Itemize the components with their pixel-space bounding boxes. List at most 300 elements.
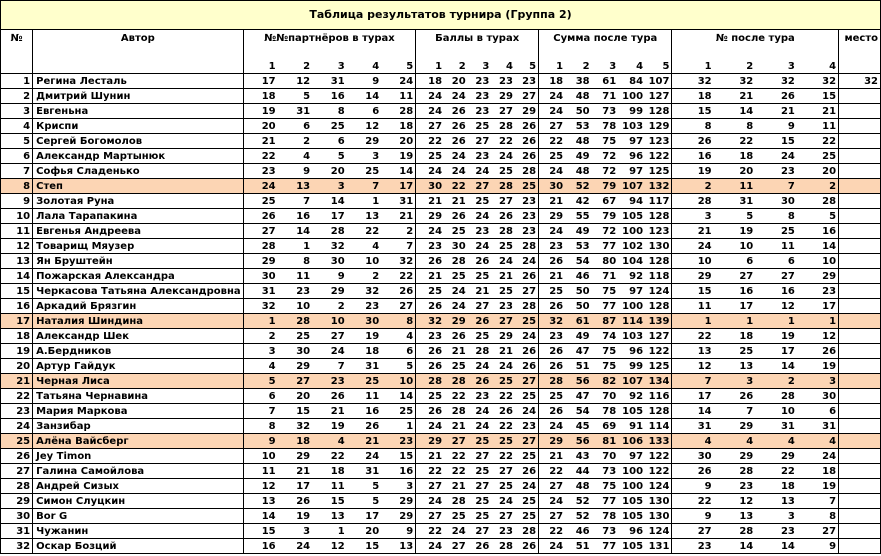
points-cell: 26 [491, 403, 515, 418]
sum-cell: 80 [592, 253, 619, 268]
points-cell: 27 [468, 133, 492, 148]
position-cell: 1 [797, 313, 839, 328]
position-cell: 6 [755, 253, 797, 268]
partner-cell: 2 [278, 133, 313, 148]
position-cell: 25 [714, 343, 756, 358]
partner-cell: 3 [312, 178, 347, 193]
points-cell: 28 [491, 223, 515, 238]
sum-cell: 23 [539, 238, 566, 253]
sum-cell: 71 [592, 88, 619, 103]
partner-cell: 29 [381, 508, 416, 523]
row-number: 5 [1, 133, 33, 148]
partner-cell: 29 [347, 133, 382, 148]
partner-cell: 18 [381, 118, 416, 133]
sum-cell: 75 [592, 478, 619, 493]
position-cell: 21 [672, 223, 714, 238]
partner-cell: 5 [312, 148, 347, 163]
subheader-partner-tour: 5 [381, 58, 416, 73]
position-cell: 23 [672, 538, 714, 553]
position-cell: 17 [797, 298, 839, 313]
position-cell: 31 [755, 418, 797, 433]
position-cell: 26 [797, 343, 839, 358]
sum-cell: 124 [645, 283, 672, 298]
points-cell: 27 [468, 448, 492, 463]
position-cell: 13 [714, 358, 756, 373]
position-cell: 18 [672, 88, 714, 103]
partner-cell: 8 [278, 253, 313, 268]
author-name: Евгенья Андреева [33, 223, 243, 238]
sum-cell: 47 [565, 343, 592, 358]
partner-cell: 2 [381, 223, 416, 238]
sum-cell: 124 [645, 523, 672, 538]
sum-cell: 54 [565, 253, 592, 268]
sum-cell: 125 [645, 163, 672, 178]
partner-cell: 24 [312, 343, 347, 358]
row-number: 23 [1, 403, 33, 418]
points-cell: 23 [515, 208, 539, 223]
partner-cell: 29 [278, 448, 313, 463]
partner-cell: 22 [381, 268, 416, 283]
sum-cell: 100 [618, 463, 645, 478]
row-number: 19 [1, 343, 33, 358]
position-cell: 10 [797, 253, 839, 268]
partner-cell: 18 [278, 433, 313, 448]
points-cell: 24 [416, 418, 444, 433]
results-table [0, 30, 881, 554]
points-cell: 22 [416, 463, 444, 478]
subheader-sum-tour: 3 [592, 58, 619, 73]
sum-cell: 22 [539, 133, 566, 148]
position-cell: 3 [755, 508, 797, 523]
partner-cell: 26 [278, 493, 313, 508]
row-number: 22 [1, 388, 33, 403]
points-cell: 26 [444, 208, 468, 223]
row-number: 15 [1, 283, 33, 298]
sum-cell: 24 [539, 163, 566, 178]
points-cell: 27 [468, 178, 492, 193]
place-cell [839, 118, 881, 133]
partner-cell: 9 [243, 433, 278, 448]
points-cell: 22 [491, 133, 515, 148]
table-row [1, 388, 881, 403]
author-name: Лала Тарапакина [33, 208, 243, 223]
row-number: 14 [1, 268, 33, 283]
position-cell: 18 [714, 148, 756, 163]
table-row [1, 208, 881, 223]
sum-cell: 92 [618, 268, 645, 283]
position-cell: 32 [672, 73, 714, 88]
table-row [1, 313, 881, 328]
position-cell: 30 [672, 448, 714, 463]
position-cell: 31 [672, 418, 714, 433]
sum-cell: 97 [618, 133, 645, 148]
points-cell: 27 [416, 478, 444, 493]
sum-cell: 128 [645, 403, 672, 418]
position-cell: 15 [672, 103, 714, 118]
position-cell: 4 [755, 433, 797, 448]
points-cell: 24 [444, 163, 468, 178]
partner-cell: 14 [312, 193, 347, 208]
partner-cell: 32 [243, 298, 278, 313]
points-cell: 23 [468, 88, 492, 103]
points-cell: 23 [491, 298, 515, 313]
table-row [1, 538, 881, 553]
sum-cell: 123 [645, 133, 672, 148]
partner-cell: 9 [312, 268, 347, 283]
sum-cell: 22 [539, 463, 566, 478]
partner-cell: 17 [347, 508, 382, 523]
row-number: 4 [1, 118, 33, 133]
place-cell [839, 193, 881, 208]
position-cell: 8 [755, 208, 797, 223]
row-number: 10 [1, 208, 33, 223]
partner-cell: 6 [278, 118, 313, 133]
partner-cell: 15 [381, 448, 416, 463]
position-cell: 8 [714, 118, 756, 133]
points-cell: 25 [515, 178, 539, 193]
partner-cell: 1 [243, 313, 278, 328]
author-name: Регина Лесталь [33, 73, 243, 88]
position-cell: 10 [672, 253, 714, 268]
points-cell: 24 [444, 148, 468, 163]
sum-cell: 69 [592, 418, 619, 433]
sum-cell: 75 [592, 283, 619, 298]
points-cell: 26 [444, 328, 468, 343]
points-cell: 27 [468, 478, 492, 493]
position-cell: 30 [797, 388, 839, 403]
table-row [1, 238, 881, 253]
place-cell [839, 178, 881, 193]
partner-cell: 19 [312, 418, 347, 433]
partner-cell: 25 [347, 373, 382, 388]
subheader-pos-tour: 4 [797, 58, 839, 73]
sum-cell: 84 [618, 73, 645, 88]
position-cell: 5 [714, 208, 756, 223]
row-number: 21 [1, 373, 33, 388]
partner-cell: 21 [381, 208, 416, 223]
place-cell [839, 418, 881, 433]
sum-cell: 48 [565, 478, 592, 493]
position-cell: 28 [672, 193, 714, 208]
table-row [1, 133, 881, 148]
sum-cell: 92 [618, 388, 645, 403]
points-cell: 21 [491, 343, 515, 358]
partner-cell: 14 [347, 88, 382, 103]
row-number: 27 [1, 463, 33, 478]
sum-cell: 55 [565, 208, 592, 223]
header-row [1, 30, 881, 58]
sum-cell: 134 [645, 373, 672, 388]
points-cell: 26 [515, 343, 539, 358]
points-cell: 21 [468, 283, 492, 298]
partner-cell: 1 [381, 418, 416, 433]
sum-cell: 125 [645, 358, 672, 373]
subheader-points-tour: 1 [416, 58, 444, 73]
sum-cell: 32 [539, 313, 566, 328]
points-cell: 24 [468, 418, 492, 433]
position-cell: 15 [755, 133, 797, 148]
sum-cell: 72 [592, 163, 619, 178]
sum-cell: 103 [618, 328, 645, 343]
partner-cell: 21 [347, 433, 382, 448]
position-cell: 19 [714, 223, 756, 238]
points-cell: 21 [416, 268, 444, 283]
partner-cell: 26 [312, 388, 347, 403]
points-cell: 27 [468, 523, 492, 538]
sum-cell: 96 [618, 523, 645, 538]
points-cell: 26 [515, 133, 539, 148]
position-cell: 22 [755, 463, 797, 478]
header-points: Баллы в турах [416, 30, 539, 58]
points-cell: 26 [468, 373, 492, 388]
partner-cell: 1 [347, 193, 382, 208]
points-cell: 23 [515, 223, 539, 238]
position-cell: 22 [672, 328, 714, 343]
sum-cell: 53 [565, 238, 592, 253]
place-cell [839, 463, 881, 478]
position-cell: 22 [714, 133, 756, 148]
sum-cell: 128 [645, 253, 672, 268]
position-cell: 12 [672, 358, 714, 373]
sum-cell: 21 [539, 268, 566, 283]
position-cell: 1 [672, 313, 714, 328]
sum-cell: 51 [565, 358, 592, 373]
author-name: Александр Шек [33, 328, 243, 343]
partner-cell: 28 [381, 103, 416, 118]
points-cell: 27 [468, 298, 492, 313]
sum-cell: 26 [539, 343, 566, 358]
sum-cell: 104 [618, 253, 645, 268]
place-cell [839, 433, 881, 448]
sum-cell: 96 [618, 343, 645, 358]
partner-cell: 6 [243, 388, 278, 403]
position-cell: 11 [755, 238, 797, 253]
position-cell: 16 [797, 223, 839, 238]
points-cell: 26 [515, 118, 539, 133]
partner-cell: 2 [243, 328, 278, 343]
sum-cell: 124 [645, 478, 672, 493]
points-cell: 26 [515, 463, 539, 478]
points-cell: 23 [416, 238, 444, 253]
place-cell [839, 103, 881, 118]
sum-cell: 24 [539, 418, 566, 433]
sum-cell: 78 [592, 118, 619, 133]
author-name: А.Бердников [33, 343, 243, 358]
table-row [1, 343, 881, 358]
sum-cell: 107 [618, 178, 645, 193]
points-cell: 24 [416, 493, 444, 508]
position-cell: 3 [714, 373, 756, 388]
author-name: Bor G [33, 508, 243, 523]
partner-cell: 5 [278, 88, 313, 103]
points-cell: 25 [444, 358, 468, 373]
partner-cell: 10 [243, 448, 278, 463]
subheader-sum-tour: 1 [539, 58, 566, 73]
sum-cell: 94 [618, 193, 645, 208]
points-cell: 26 [416, 403, 444, 418]
sum-cell: 122 [645, 463, 672, 478]
points-cell: 23 [468, 103, 492, 118]
points-cell: 25 [468, 493, 492, 508]
sum-cell: 123 [645, 223, 672, 238]
subheader-row [1, 58, 881, 73]
author-name: Криспи [33, 118, 243, 133]
position-cell: 20 [714, 163, 756, 178]
sum-cell: 82 [592, 373, 619, 388]
points-cell: 24 [468, 163, 492, 178]
sum-cell: 52 [565, 178, 592, 193]
sum-cell: 77 [592, 298, 619, 313]
row-number: 29 [1, 493, 33, 508]
place-cell [839, 478, 881, 493]
position-cell: 16 [755, 283, 797, 298]
subheader-empty [33, 58, 243, 73]
partner-cell: 14 [278, 223, 313, 238]
place-cell [839, 148, 881, 163]
position-cell: 25 [797, 148, 839, 163]
points-cell: 25 [468, 328, 492, 343]
points-cell: 29 [491, 88, 515, 103]
points-cell: 26 [416, 343, 444, 358]
points-cell: 26 [515, 358, 539, 373]
partner-cell: 21 [243, 133, 278, 148]
table-row [1, 178, 881, 193]
place-cell [839, 373, 881, 388]
position-cell: 7 [797, 493, 839, 508]
sum-cell: 71 [592, 268, 619, 283]
sum-cell: 103 [618, 118, 645, 133]
position-cell: 1 [755, 313, 797, 328]
partner-cell: 16 [381, 463, 416, 478]
author-name: Занзибар [33, 418, 243, 433]
position-cell: 11 [797, 118, 839, 133]
position-cell: 27 [672, 523, 714, 538]
sum-cell: 77 [592, 238, 619, 253]
partner-cell: 11 [347, 388, 382, 403]
position-cell: 14 [714, 103, 756, 118]
points-cell: 22 [491, 388, 515, 403]
partner-cell: 9 [278, 163, 313, 178]
position-cell: 32 [714, 73, 756, 88]
place-cell [839, 88, 881, 103]
position-cell: 2 [797, 178, 839, 193]
sum-cell: 24 [539, 223, 566, 238]
points-cell: 21 [444, 343, 468, 358]
points-cell: 25 [515, 493, 539, 508]
sum-cell: 61 [592, 73, 619, 88]
place-cell [839, 343, 881, 358]
points-cell: 25 [416, 388, 444, 403]
sum-cell: 105 [618, 493, 645, 508]
partner-cell: 27 [243, 223, 278, 238]
points-cell: 25 [468, 433, 492, 448]
sum-cell: 130 [645, 238, 672, 253]
row-number: 20 [1, 358, 33, 373]
row-number: 32 [1, 538, 33, 553]
points-cell: 25 [491, 478, 515, 493]
sum-cell: 97 [618, 448, 645, 463]
points-cell: 25 [468, 463, 492, 478]
partner-cell: 26 [243, 208, 278, 223]
author-name: Алёна Вайсберг [33, 433, 243, 448]
sum-cell: 52 [565, 508, 592, 523]
sum-cell: 24 [539, 538, 566, 553]
partner-cell: 31 [312, 73, 347, 88]
points-cell: 24 [416, 163, 444, 178]
partner-cell: 6 [347, 103, 382, 118]
sum-cell: 18 [539, 73, 566, 88]
partner-cell: 29 [278, 358, 313, 373]
table-row [1, 148, 881, 163]
partner-cell: 10 [381, 373, 416, 388]
subheader-partner-tour: 3 [312, 58, 347, 73]
position-cell: 19 [755, 328, 797, 343]
position-cell: 14 [797, 238, 839, 253]
place-cell [839, 253, 881, 268]
position-cell: 2 [755, 373, 797, 388]
sum-cell: 46 [565, 268, 592, 283]
partner-cell: 15 [347, 538, 382, 553]
position-cell: 29 [672, 268, 714, 283]
sum-cell: 50 [565, 103, 592, 118]
partner-cell: 20 [381, 133, 416, 148]
author-name: Артур Гайдук [33, 358, 243, 373]
subheader-partner-tour: 1 [243, 58, 278, 73]
position-cell: 27 [755, 268, 797, 283]
position-cell: 29 [797, 268, 839, 283]
place-cell [839, 358, 881, 373]
points-cell: 26 [515, 538, 539, 553]
points-cell: 25 [444, 223, 468, 238]
table-row [1, 163, 881, 178]
row-number: 2 [1, 88, 33, 103]
author-name: Евгеньна [33, 103, 243, 118]
table-row [1, 88, 881, 103]
sum-cell: 127 [645, 88, 672, 103]
points-cell: 25 [491, 163, 515, 178]
points-cell: 24 [515, 253, 539, 268]
author-name: Чужанин [33, 523, 243, 538]
points-cell: 22 [416, 523, 444, 538]
sum-cell: 73 [592, 103, 619, 118]
sum-cell: 128 [645, 298, 672, 313]
partner-cell: 17 [243, 73, 278, 88]
position-cell: 31 [797, 418, 839, 433]
row-number: 1 [1, 73, 33, 88]
position-cell: 15 [672, 283, 714, 298]
sum-cell: 114 [618, 313, 645, 328]
points-cell: 25 [515, 313, 539, 328]
points-cell: 25 [444, 508, 468, 523]
sum-cell: 72 [592, 148, 619, 163]
points-cell: 27 [444, 538, 468, 553]
row-number: 11 [1, 223, 33, 238]
subheader-sum-tour: 2 [565, 58, 592, 73]
position-cell: 28 [797, 193, 839, 208]
sum-cell: 27 [539, 118, 566, 133]
subheader-partner-tour: 2 [278, 58, 313, 73]
sum-cell: 24 [539, 493, 566, 508]
partner-cell: 28 [278, 313, 313, 328]
partner-cell: 28 [243, 238, 278, 253]
partner-cell: 5 [347, 478, 382, 493]
row-number: 25 [1, 433, 33, 448]
position-cell: 18 [714, 328, 756, 343]
row-number: 26 [1, 448, 33, 463]
table-row [1, 283, 881, 298]
position-cell: 8 [797, 508, 839, 523]
points-cell: 22 [491, 418, 515, 433]
